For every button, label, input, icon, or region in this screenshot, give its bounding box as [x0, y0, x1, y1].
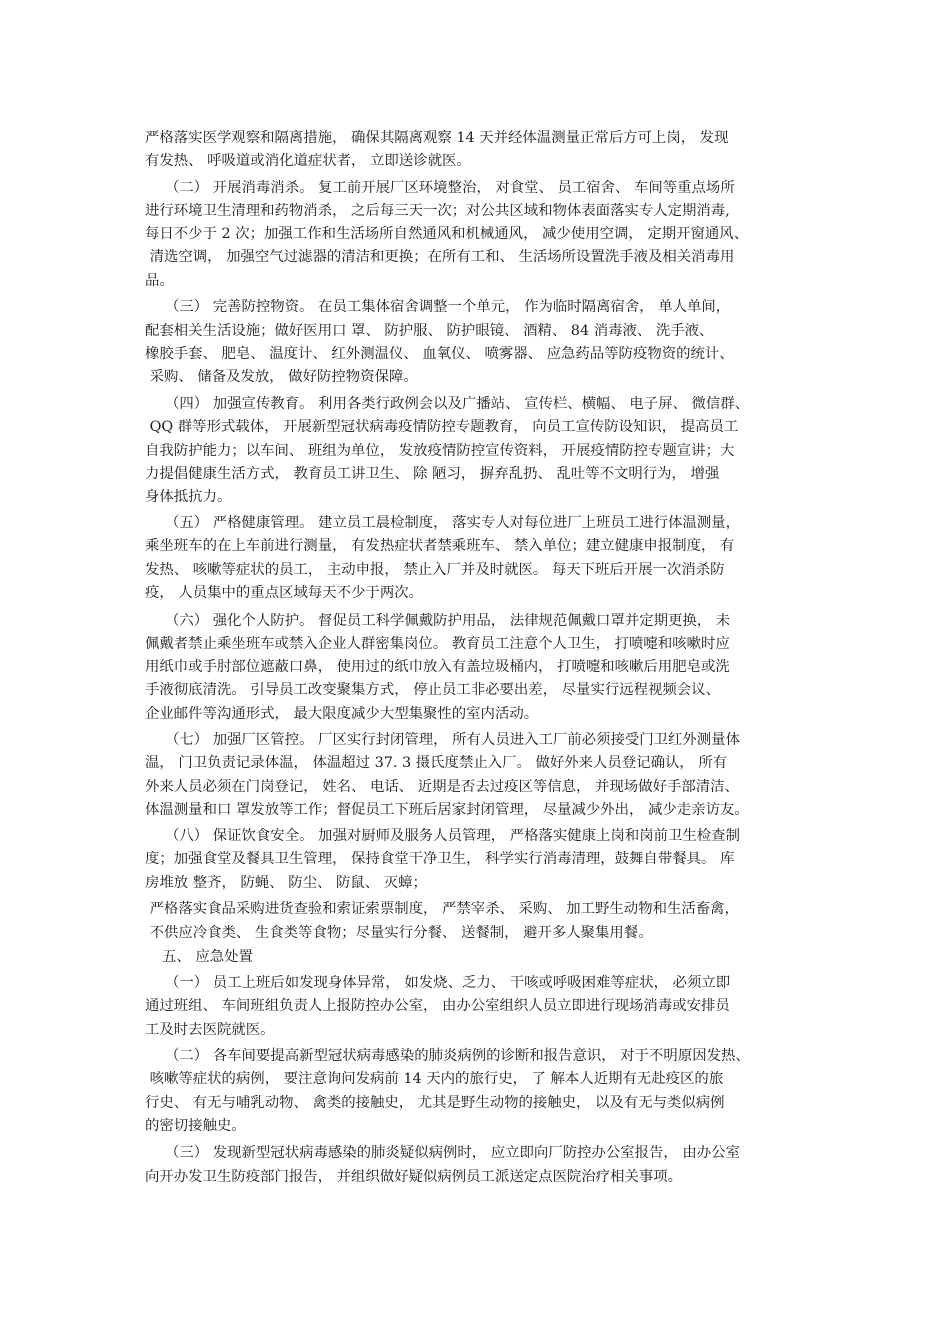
text-line: 的密切接触史。: [145, 1118, 246, 1134]
text-line: 外来人员必须在门岗登记， 姓名、 电话、 近期是否去过疫区等信息， 并现场做好手部清洁、: [145, 779, 739, 795]
text-line: 采购、 储备及发放， 做好防控物资保障。: [145, 369, 418, 385]
text-line: 不供应冷食类、 生食类等食物；尽量实行分餐、 送餐制， 避开多人聚集用餐。: [145, 925, 653, 941]
text-line: （二） 各车间要提高新型冠状病毒感染的肺炎病例的诊断和报告意识， 对于不明原因发热、: [165, 1048, 750, 1064]
text-line: 咳嗽等症状的病例， 要注意询问发病前 14 天内的旅行史， 了 解本人近期有无赴疫区的旅: [145, 1071, 724, 1087]
text-line: 清选空调， 加强空气过滤器的清洁和更换；在所有工和、 生活场所设置洗手液及相关消毒用: [145, 249, 735, 265]
text-line: 有发热、 呼吸道或消化道症状者， 立即送诊就医。: [145, 153, 471, 169]
text-line: （六） 强化个人防护。 督促员工科学佩戴防护用品， 法律规范佩戴口罩并定期更换， 未: [165, 613, 731, 629]
text-line: 橡胶手套、 肥皂、 温度计、 红外测温仪、 血氧仪、 喷雾器、 应急药品等防疫物资的统计、: [145, 346, 734, 362]
text-line: （四） 加强宣传教育。 利用各类行政例会以及广播站、 宣传栏、横幅、 电子屏、 微信群、: [165, 396, 750, 412]
text-line: 用纸巾或手肘部位遮蔽口鼻， 使用过的纸巾放入有盖垃圾桶内， 打喷嚏和咳嗽后用肥皂或洗: [145, 659, 730, 675]
text-line: 自我防护能力；以车间、 班组为单位， 发放疫情防控宣传资料， 开展疫情防控专题宣讲；大: [145, 443, 735, 459]
text-line: 疫， 人员集中的重点区域每天不少于两次。: [145, 585, 423, 601]
text-line: 工及时去医院就医。: [145, 1022, 275, 1038]
text-line: 乘坐班车的在上车前进行测量， 有发热症状者禁乘班车、 禁入单位；建立健康申报制度， 有: [145, 538, 735, 554]
text-line: 严格落实医学观察和隔离措施， 确保其隔离观察 14 天并经体温测量正常后方可上岗， 发现: [145, 130, 729, 146]
text-line: 手液彻底清洗。 引导员工改变聚集方式， 停止员工非必要出差， 尽量实行远程视频会议、: [145, 682, 720, 698]
text-line: 温， 门卫负责记录体温， 体温超过 37. 3 摄氏度禁止入厂。 做好外来人员登记确认， 所有: [145, 755, 728, 771]
text-line: 品。: [145, 273, 174, 289]
text-line: （二） 开展消毒消杀。 复工前开展厂区环境整治， 对食堂、 员工宿舍、 车间等重点场所: [165, 180, 735, 196]
text-line: （七） 加强厂区管控。 厂区实行封闭管理， 所有人员进入工厂前必须接受门卫红外测量体: [165, 732, 740, 748]
text-line: 企业邮件等沟通形式， 最大限度减少大型集聚性的室内活动。: [145, 706, 539, 722]
text-line: （一） 员工上班后如发现身体异常， 如发烧、乏力、 干咳或呼吸困难等症状， 必须立即: [165, 975, 731, 991]
text-line: 通过班组、 车间班组负责人上报防控办公室， 由办公室组织人员立即进行现场消毒或安排员: [145, 998, 730, 1014]
text-line: 每日不少于 2 次；加强工作和生活场所自然通风和机械通风， 减少使用空调， 定期开窗通风、: [145, 226, 749, 242]
text-line: （三） 发现新型冠状病毒感染的肺炎疑似病例时， 应立即向厂防控办公室报告， 由办公室: [165, 1145, 740, 1161]
text-line: 房堆放 整齐， 防蝇、 防尘、 防鼠、 灭蟑；: [145, 875, 427, 891]
text-line: 严格落实食品采购进货查验和索证索票制度， 严禁宰杀、 采购、 加工野生动物和生活畜禽，: [145, 901, 739, 917]
text-line: 进行环境卫生清理和药物消杀， 之后每三天一次；对公共区域和物体表面落实专人定期消毒,: [145, 203, 730, 219]
text-line: 佩戴者禁止乘坐班车或禁入企业人群密集岗位。 教育员工注意个人卫生， 打喷嚏和咳嗽时应: [145, 636, 730, 652]
text-line: 发热、 咳嗽等症状的员工， 主动申报， 禁止入厂并及时就医。 每天下班后开展一次消杀防: [145, 562, 725, 578]
text-line: QQ 群等形式载体， 开展新型冠状病毒疫情防控专题教育， 向员工宣传防设知识， 提高员工: [145, 419, 739, 435]
text-line: 向开办发卫生防疫部门报告， 并组织做好疑似病例员工派送定点医院治疗相关事项。: [145, 1169, 683, 1185]
text-line: （三） 完善防控物资。 在员工集体宿舍调整一个单元， 作为临时隔离宿舍， 单人单间，: [165, 299, 731, 315]
text-line: 度；加强食堂及餐具卫生管理， 保持食堂干净卫生， 科学实行消毒清理，鼓舞自带餐具。 库: [145, 851, 735, 867]
text-line: 力提倡健康生活方式， 教育员工讲卫生、 除 陋习， 摒弃乱扔、 乱吐等不文明行为， 增强: [145, 466, 720, 482]
text-line: （八） 保证饮食安全。 加强对厨师及服务人员管理， 严格落实健康上岗和岗前卫生检查制: [165, 828, 740, 844]
text-line: 配套相关生活设施；做好医用口 罩、 防护服、 防护眼镜、 酒精、 84 消毒液、 洗手液、: [145, 323, 714, 339]
text-line: （五） 严格健康管理。 建立员工晨检制度， 落实专人对每位进厂上班员工进行体温测量，: [165, 515, 740, 531]
text-line: 体温测量和口 罩发放等工作；督促员工下班后居家封闭管理， 尽量减少外出， 减少走亲访友。: [145, 802, 749, 818]
text-line: 行史、 有无与哺乳动物、 禽类的接触史， 尤其是野生动物的接触史， 以及有无与类似病例: [145, 1095, 725, 1111]
text-line: 身体抵抗力。: [145, 489, 232, 505]
section-heading: 五、 应急处置: [162, 949, 253, 965]
